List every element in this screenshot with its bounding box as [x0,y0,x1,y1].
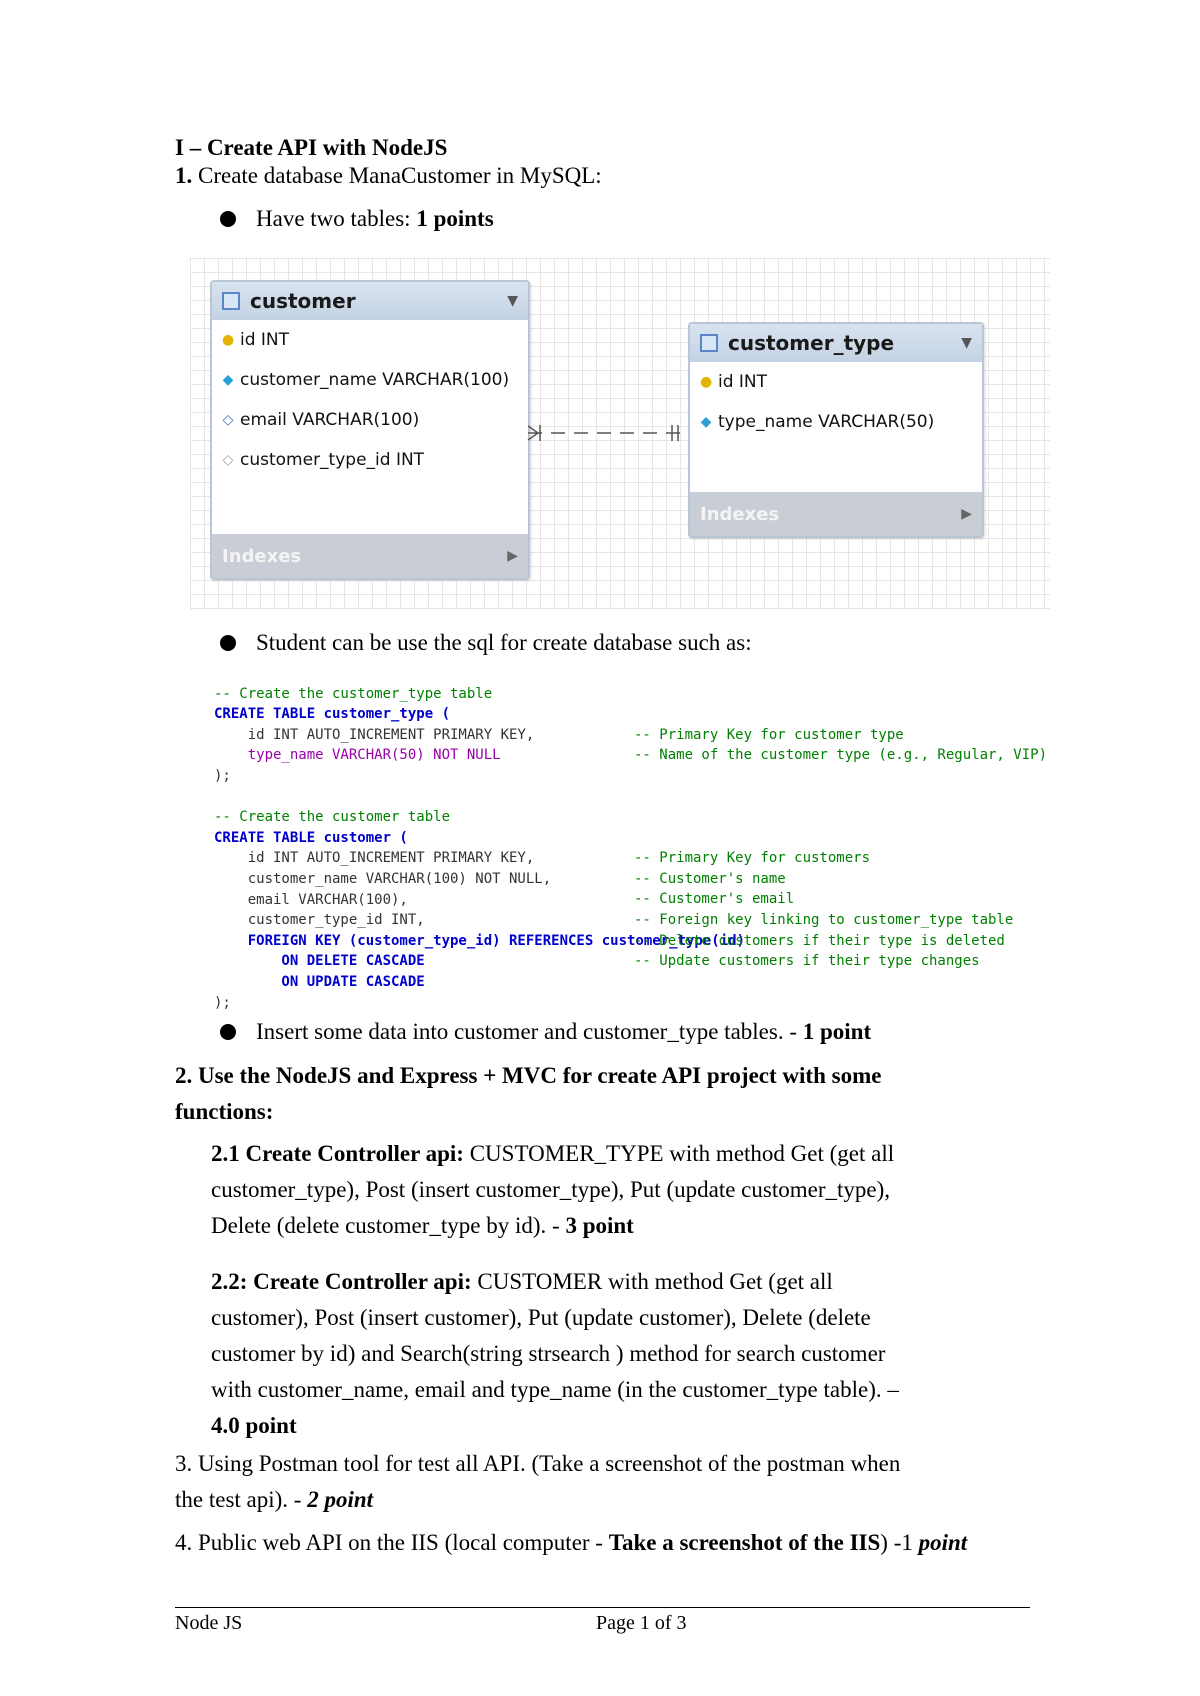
bullet-sql [220,627,752,659]
diamond-grey-icon: ◇ [222,452,234,468]
column-row [690,362,982,402]
step-2-2-text: CUSTOMER with method Get (get all [471,1269,833,1294]
step-2-2-line1 [211,1264,1031,1300]
customer-table [210,280,530,580]
customer-table-header [212,282,528,320]
footer-divider [175,1607,1030,1608]
bullet-insert-points: 1 point [802,1019,872,1044]
step-4-tail: ) -1 [880,1530,919,1555]
code-comment: -- Customer's name [634,870,786,887]
step-1 [175,160,602,192]
code-line [214,684,745,705]
step-2-1-title: 2.1 Create Controller api: [211,1141,470,1166]
step-2-1-text: customer_type), Post (insert customer_type), Put (update customer_type), [211,1177,890,1202]
footer-left-text: Node JS [175,1612,243,1634]
table-icon [222,292,240,310]
footer-page-number: Page 1 of 3 [596,1612,687,1634]
code-text: ); [214,767,231,784]
column-label: email VARCHAR(100) [240,410,420,430]
step-2-2-points: 4.0 point [211,1413,297,1438]
customer-table-title: customer [250,289,356,313]
step-4 [175,1527,967,1559]
customer-type-table [688,322,984,538]
column-row [690,402,982,442]
step-4-points: point [918,1530,968,1555]
key-icon: ● [222,332,235,348]
diamond-filled-icon: ◆ [700,414,712,430]
relationship-connector [526,418,686,448]
indexes-label: Indexes [700,503,780,525]
step-2-1 [211,1136,1031,1244]
expand-arrow-icon: ▶ [961,506,972,522]
er-diagram [190,258,1050,610]
code-text: CREATE TABLE customer ( [214,829,408,846]
step-2-2-text: customer by id) and Search(string strsearch ) method for search customer [211,1341,886,1366]
code-text: id INT AUTO_INCREMENT PRIMARY KEY, [214,726,535,743]
code-text: ON DELETE CASCADE [214,953,425,970]
key-icon: ● [700,374,713,390]
code-comment: -- Foreign key linking to customer_type table [634,911,1014,928]
customer-type-table-header [690,324,982,362]
step-2-2 [211,1264,1031,1444]
customer-type-table-title: customer_type [728,331,895,355]
step-4-bold: Take a screenshot of the IIS [608,1530,881,1555]
code-comment: -- Delete customers if their type is deleted [634,932,1005,949]
code-comment: -- Customer's email [634,891,795,908]
column-label: customer_name VARCHAR(100) [240,370,510,390]
column-row [212,360,528,400]
column-row [212,320,528,360]
code-text: CREATE TABLE customer_type ( [214,706,451,723]
bullet-tables-text: Have two tables: [256,206,417,231]
step-2-2-text: with customer_name, email and type_name (in the customer_type table). – [211,1377,899,1402]
bullet-icon [220,211,236,227]
step-2-2-title: 2.2: Create Controller api: [211,1269,472,1294]
step-3-points: 2 point [307,1487,374,1512]
code-text: customer_type_id INT, [214,912,425,929]
code-comment: -- Create the customer table [214,809,451,826]
code-comment: -- Create the customer_type table [214,685,493,702]
code-text: ); [214,994,231,1011]
step-2-1-line1 [211,1136,1031,1172]
diamond-outline-icon: ◇ [222,412,234,428]
step-2-1-line3 [211,1208,1031,1244]
column-row [212,400,528,440]
section-heading: I – Create API with NodeJS [175,135,448,160]
column-label: id INT [240,330,290,350]
sql-comment-column [634,704,1047,1013]
customer-type-indexes-bar [690,492,982,536]
step-3-text: the test api). - [175,1487,308,1512]
code-text: ON UPDATE CASCADE [214,973,425,990]
indexes-label: Indexes [222,545,302,567]
step-1-number: 1. [175,163,193,188]
code-text: id INT AUTO_INCREMENT PRIMARY KEY, [214,850,535,867]
code-comment: -- Primary Key for customer type [634,726,904,743]
code-text: email VARCHAR(100), [214,891,408,908]
code-comment: -- Update customers if their type changes [634,953,980,970]
customer-indexes-bar [212,534,528,578]
step-2-1-points: 3 point [565,1213,634,1238]
step-2-2-text: customer), Post (insert customer), Put (update customer), Delete (delete [211,1305,871,1330]
column-label: type_name VARCHAR(50) [718,412,935,432]
bullet-icon [220,1024,236,1040]
step-1-text: Create database ManaCustomer in MySQL: [192,163,602,188]
column-label: id INT [718,372,768,392]
bullet-icon [220,635,236,651]
column-label: customer_type_id INT [240,450,425,470]
bullet-insert-text: Insert some data into customer and customer_type tables. - [256,1019,803,1044]
dropdown-arrow-icon: ▼ [961,335,972,351]
code-comment: -- Name of the customer type (e.g., Regular, VIP) [634,747,1048,764]
column-row [212,440,528,480]
bullet-tables [220,203,494,235]
code-comment: -- Primary Key for customers [634,850,871,867]
step-2-line1: 2. Use the NodeJS and Express + MVC for create API project with some [175,1063,882,1088]
bullet-tables-points: 1 points [416,206,494,231]
code-text: FOREIGN KEY (customer_type_id) REFERENCES customer_type(id) [214,932,746,949]
step-2-line2: functions: [175,1099,274,1124]
step-4-text: 4. Public web API on the IIS (local computer - [175,1530,609,1555]
step-3-line2 [175,1484,373,1516]
code-text: type_name VARCHAR(50) NOT NULL [214,747,501,764]
step-3-line1: 3. Using Postman tool for test all API. (Take a screenshot of the postman when [175,1451,901,1476]
table-icon [700,334,718,352]
code-text: customer_name VARCHAR(100) NOT NULL, [214,870,552,887]
dropdown-arrow-icon: ▼ [507,293,518,309]
step-2-1-text: Delete (delete customer_type by id). - [211,1213,566,1238]
bullet-insert [220,1016,871,1048]
step-2-1-text: CUSTOMER_TYPE with method Get (get all [469,1141,895,1166]
diamond-filled-icon: ◆ [222,372,234,388]
bullet-sql-text: Student can be use the sql for create database such as: [256,630,752,655]
expand-arrow-icon: ▶ [507,548,518,564]
